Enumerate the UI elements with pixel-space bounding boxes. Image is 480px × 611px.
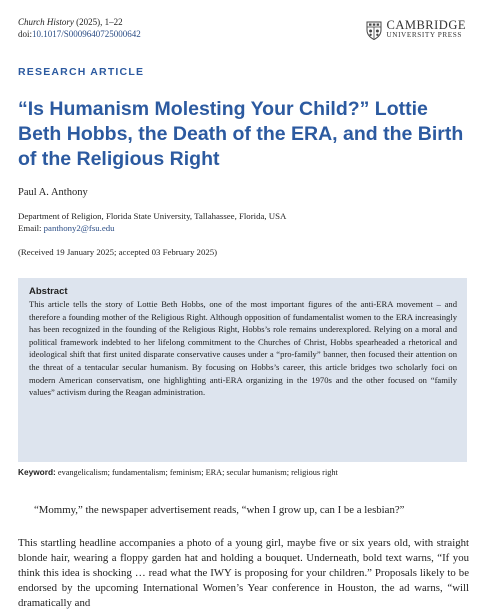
keywords-line <box>18 467 338 477</box>
received-dates: (Received 19 January 2025; accepted 03 February 2025) <box>18 247 218 257</box>
abstract-text: This article tells the story of Lottie Beth Hobbs, one of the most important figures of the anti-ERA movement – and therefore a founding mother of the Religious Right. Although opposition of fundamentalist women to the ERA increasingly has been recognized in the founding of the Religious Right, Hobbs’s role remains underexplored. Relying on a moral and political framework indebted to her lifelong commitment to the Churches of Christ, Hobbs spearheaded a rhetorical and ideological shift that first united disparate conservative causes under a “pro-family” banner, then focused their attention on the threat of a tentacular secular humanism. By focusing on Hobbs’s career, this article bridges two scholarly foci on modern American conservatism, one highlighting anti-ERA organizing in the 1970s and the other focused on “family values” activism during the Reagan administration. <box>29 299 457 398</box>
publisher-name-line2: UNIVERSITY PRESS <box>386 31 462 39</box>
author-affiliation-block <box>18 210 286 234</box>
email-line <box>18 222 286 234</box>
body-paragraph: This startling headline accompanies a photo of a young girl, maybe five or six years old, with straight blonde hair, wearing a floppy garden hat and holding a bouquet. Underneath, bold text warns, “If you think this idea is shocking … read what the IWY is proposing for your children.” Proposals likely to be endorsed by the upcoming International Women’s Year conference in Houston, the ad warns, “will dramatically and <box>18 537 469 609</box>
abstract-heading: Abstract <box>29 286 68 297</box>
abstract-box <box>18 278 467 462</box>
journal-citation <box>18 16 141 28</box>
email-link[interactable]: panthony2@fsu.edu <box>43 223 115 233</box>
keywords-label: Keyword: <box>18 467 56 477</box>
email-label: Email: <box>18 223 44 233</box>
journal-info <box>18 16 141 40</box>
keywords-text: evangelicalism; fundamentalism; feminism; ERA; secular humanism; religious right <box>55 468 338 477</box>
doi-link[interactable]: 10.1017/S0009640725000642 <box>32 29 141 39</box>
publisher-name <box>386 20 466 40</box>
cambridge-shield-icon <box>366 21 382 40</box>
opening-quote: “Mommy,” the newspaper advertisement reads, “when I grow up, can I be a lesbian?” <box>34 504 405 516</box>
doi-line <box>18 28 141 40</box>
publisher-name-line1: CAMBRIDGE <box>386 18 466 32</box>
article-title: “Is Humanism Molesting Your Child?” Lottie Beth Hobbs, the Death of the ERA, and the Birth of the Religious Right <box>18 98 464 170</box>
journal-issue: (2025), 1–22 <box>73 17 123 27</box>
article-type: RESEARCH ARTICLE <box>18 66 145 78</box>
publisher-logo <box>366 20 466 40</box>
journal-name: Church History <box>18 17 74 27</box>
doi-prefix: doi: <box>18 29 33 39</box>
author-name: Paul A. Anthony <box>18 187 88 198</box>
affiliation: Department of Religion, Florida State University, Tallahassee, Florida, USA <box>18 211 287 221</box>
